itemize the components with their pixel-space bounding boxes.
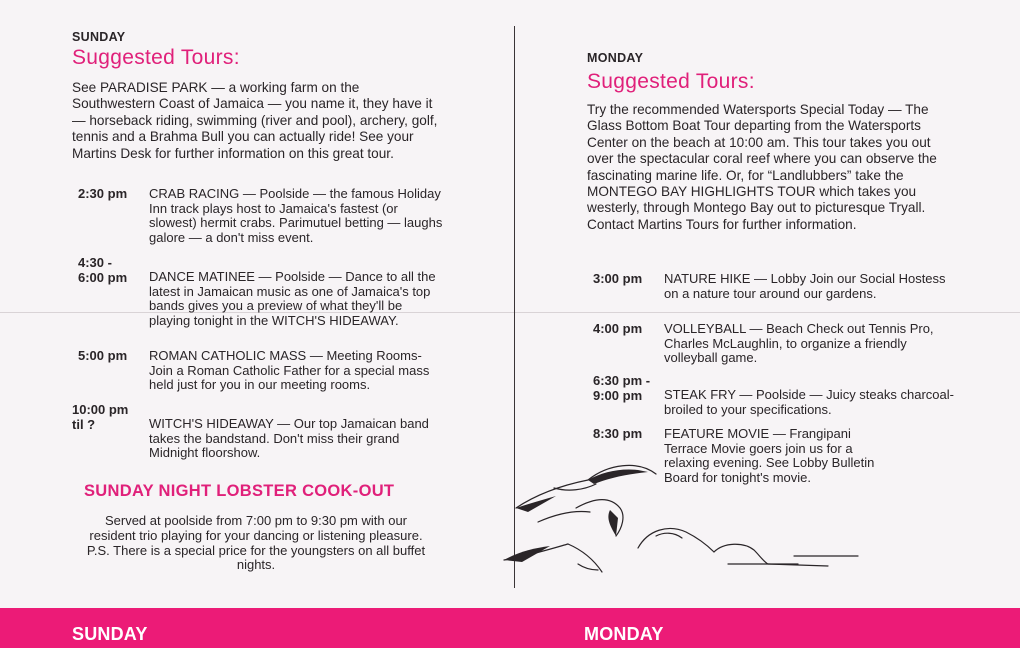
lobster-cookout-details: Served at poolside from 7:00 pm to 9:30 pm with our resident trio playing for your dancing or listening pleasure. P.S. There is a special price for the youngsters on all buffet nights. [86,513,426,573]
event-item [72,403,444,461]
footer-day-label: SUNDAY [72,624,148,644]
footer-band [0,608,1020,648]
event-time: 3:00 pm [593,271,643,286]
event-time: 8:30 pm [593,426,643,441]
event-description: WITCH'S HIDEAWAY — Our top Jamaican band takes the bandstand. Don't miss their grand Midnight floorshow. [149,416,429,461]
event-item [587,322,959,366]
event-time: 5:00 pm [78,348,128,363]
tour-description: See PARADISE PARK — a working farm on the Southwestern Coast of Jamaica — you name it, they have it — horseback riding, swimming (river and pool), archery, golf, tennis and a Brahma Bull you can actually ride! See your Martins Desk for further information on this great tour. [72,80,438,161]
event-description: VOLLEYBALL — Beach Check out Tennis Pro, Charles McLaughlin, to organize a friendly volleyball game. [664,321,934,366]
day-label: SUNDAY [72,30,126,44]
event-description: ROMAN CATHOLIC MASS — Meeting Rooms-Join a Roman Catholic Father for a special mass held just for you in our meeting rooms. [149,348,430,393]
event-description: CRAB RACING — Poolside — the famous Holiday Inn track plays host to Jamaica's fastest (or slowest) hermit crabs. Parimutuel betting — laughs galore — a don't miss event. [149,186,443,245]
lobster-cookout-title: SUNDAY NIGHT LOBSTER COOK-OUT [84,482,395,500]
event-item [72,349,444,393]
event-description: NATURE HIKE — Lobby Join our Social Hostess on a nature tour around our gardens. [664,271,946,301]
tour-description: Try the recommended Watersports Special Today — The Glass Bottom Boat Tour departing from the Watersports Center on the beach at 10:00 am. This tour takes you out over the spectacular coral reef where you can observe the fascinating marine life. Or, for “Landlubbers” take the MONTEGO BAY HIGHLIGHTS TOUR which takes you westerly, through Montego Bay out to picturesque Tryall. Contact Martins Tours for further information. [587,102,937,232]
event-item [72,256,444,328]
footer-day-label: MONDAY [584,624,664,644]
event-item [587,374,959,417]
event-description: FEATURE MOVIE — Frangipani Terrace Movie goers join us for a relaxing evening. See Lobby Bulletin Board for tonight's movie. [664,426,875,485]
section-heading: Suggested Tours: [72,46,240,69]
day-label: MONDAY [587,51,644,65]
event-description: DANCE MATINEE — Poolside — Dance to all the latest in Jamaican music as one of Jamaica's top bands gives you a preview of what they'll be playing tonight in the WITCH'S HIDEAWAY. [149,269,436,328]
event-time: 10:00 pm til ? [72,402,129,432]
event-time: 2:30 pm [78,186,128,201]
event-time: 4:30 - 6:00 pm [78,255,128,285]
event-time: 4:00 pm [593,321,643,336]
event-description: STEAK FRY — Poolside — Juicy steaks charcoal-broiled to your specifications. [664,387,954,417]
event-item [72,187,444,245]
event-item [587,272,959,301]
seabird-sketch-illustration [498,452,898,582]
event-time: 6:30 pm - 9:00 pm [593,373,651,403]
section-heading: Suggested Tours: [587,70,755,93]
